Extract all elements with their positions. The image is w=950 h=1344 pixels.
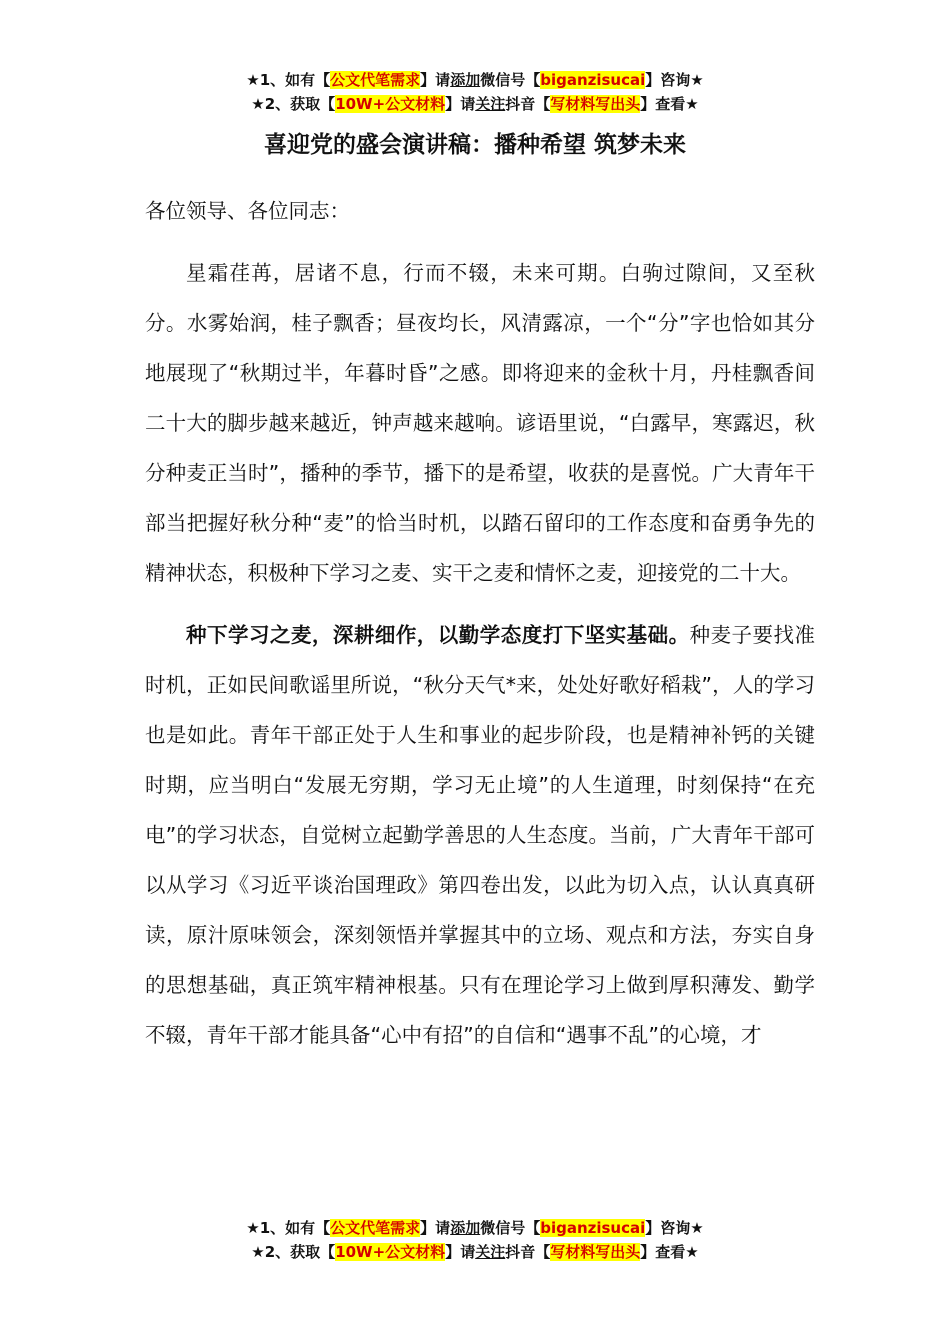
wechat-id-highlight: biganzisucai: [540, 71, 646, 89]
promo-highlight: 公文代笔需求: [330, 1219, 421, 1237]
promo-banner-top: [0, 68, 950, 116]
promo-text: 】咨询★: [645, 71, 704, 89]
wechat-id-highlight: biganzisucai: [540, 1219, 646, 1237]
promo-text: ★2、获取【: [251, 1243, 336, 1261]
paragraph-2-heading: 种下学习之麦，深耕细作，以勤学态度打下坚实基础。: [186, 623, 690, 647]
promo-line-1: [0, 68, 950, 92]
promo-underline: 关注: [475, 1243, 506, 1261]
promo-highlight: 公文代笔需求: [330, 71, 421, 89]
promo-underline: 添加: [450, 71, 481, 89]
document-body: [145, 186, 815, 1072]
promo-text: 】请: [420, 71, 451, 89]
promo-highlight: 10W+公文材料: [335, 1243, 446, 1261]
promo-text: 】查看★: [640, 95, 699, 113]
promo-text: 微信号【: [480, 1219, 541, 1237]
paragraph-2-body: 种麦子要找准时机，正如民间歌谣里所说，“秋分天气*来，处处好歌好稻栽”，人的学习也是如此。青年干部正处于人生和事业的起步阶段，也是精神补钙的关键时期，应当明白“发展无穷期，学习无止境”的人生道理，时刻保持“在充电”的学习状态，自觉树立起勤学善思的人生态度。当前，广大青年干部可以从学习《习近平谈治国理政》第四卷出发，以此为切入点，认认真真研读，原汁原味领会，深刻领悟并掌握其中的立场、观点和方法，夯实自身的思想基础，真正筑牢精神根基。只有在理论学习上做到厚积薄发、勤学不辍，青年干部才能具备“心中有招”的自信和“遇事不乱”的心境，才: [145, 623, 816, 1047]
promo-line-2: [0, 92, 950, 116]
document-title: 喜迎党的盛会演讲稿：播种希望 筑梦未来: [263, 132, 686, 158]
promo-text: 抖音【: [505, 1243, 551, 1261]
promo-underline: 关注: [475, 95, 506, 113]
promo-text: ★2、获取【: [251, 95, 336, 113]
promo-text: 抖音【: [505, 95, 551, 113]
promo-line-2: [0, 1240, 950, 1264]
promo-text: ★1、如有【: [246, 1219, 331, 1237]
douyin-id-highlight: 写材料写出头: [550, 95, 641, 113]
promo-text: 】请: [445, 1243, 476, 1261]
promo-underline: 添加: [450, 1219, 481, 1237]
greeting: 各位领导、各位同志：: [145, 199, 350, 223]
promo-highlight: 10W+公文材料: [335, 95, 446, 113]
paragraph-2: [145, 610, 815, 1060]
promo-text: 】请: [445, 95, 476, 113]
promo-line-1: [0, 1216, 950, 1240]
paragraph-1: 星霜荏苒，居诸不息，行而不辍，未来可期。白驹过隙间，又至秋分。水雾始润，桂子飘香；昼夜均长，风清露凉，一个“分”字也恰如其分地展现了“秋期过半，年暮时昏”之感。即将迎来的金秋十月，丹桂飘香间二十大的脚步越来越近，钟声越来越响。谚语里说，“白露早，寒露迟，秋分种麦正当时”，播种的季节，播下的是希望，收获的是喜悦。广大青年干部当把握好秋分种“麦”的恰当时机，以踏石留印的工作态度和奋勇争先的精神状态，积极种下学习之麦、实干之麦和情怀之麦，迎接党的二十大。: [145, 261, 815, 585]
promo-banner-bottom: [0, 1216, 950, 1264]
promo-text: ★1、如有【: [246, 71, 331, 89]
douyin-id-highlight: 写材料写出头: [550, 1243, 641, 1261]
promo-text: 】请: [420, 1219, 451, 1237]
promo-text: 】咨询★: [645, 1219, 704, 1237]
promo-text: 】查看★: [640, 1243, 699, 1261]
promo-text: 微信号【: [480, 71, 541, 89]
